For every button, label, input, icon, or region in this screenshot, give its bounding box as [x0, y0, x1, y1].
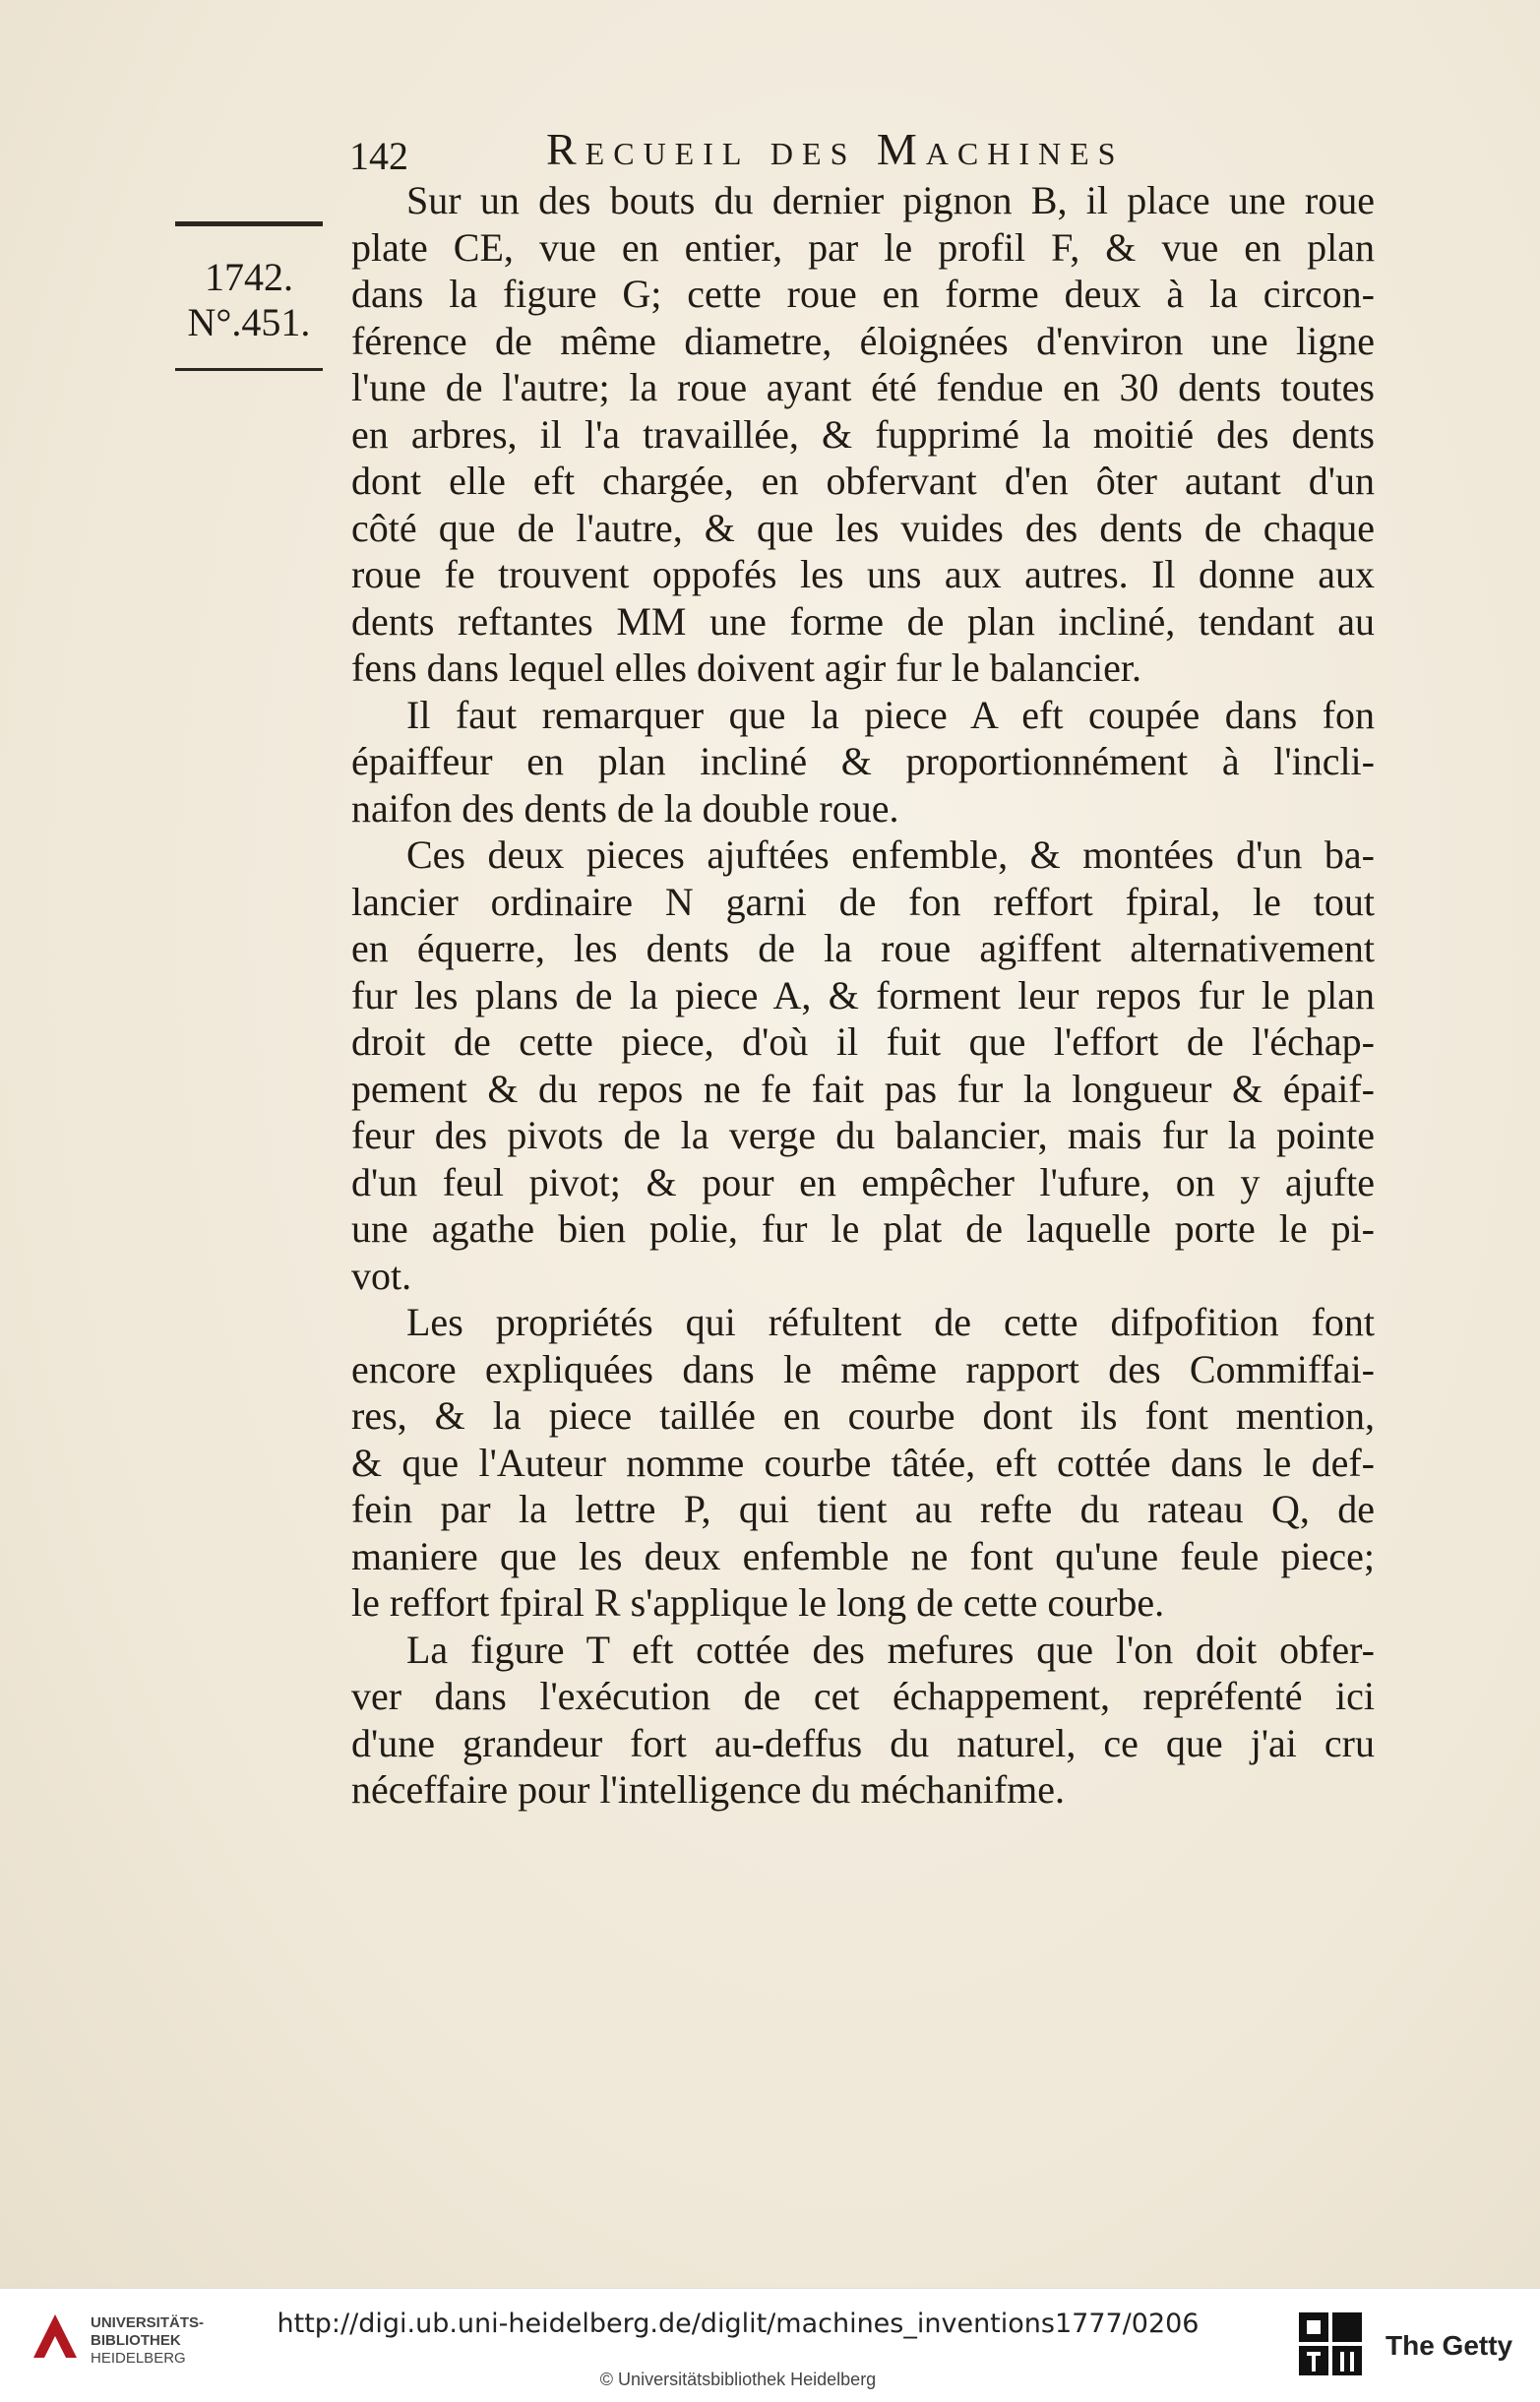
text-line: naifon des dents de la double roue.: [351, 785, 899, 831]
text-line: en arbres, il l'a travaillée, & fupprimé la moitié des dents: [351, 411, 1375, 457]
margin-rule-top: [175, 221, 323, 226]
library-name: [91, 2314, 204, 2368]
text-line: en équerre, les dents de la roue agiffent alternativement: [351, 926, 1375, 970]
text-line: dans la figure G; cette roue en forme deux à la circon-: [351, 272, 1375, 316]
text-line: Sur un des bouts du dernier pignon B, il place une roue: [406, 178, 1375, 222]
margin-year: 1742.: [205, 255, 293, 299]
university-library-logo-icon: [30, 2310, 81, 2362]
page-number: 142: [349, 134, 408, 178]
getty-logo-icon: [1297, 2310, 1364, 2377]
text-line: l'une de l'autre; la roue ayant été fendue en 30 dents toutes: [351, 365, 1375, 409]
text-line: dont elle eft chargée, en obfervant d'en ôter autant d'un: [351, 459, 1375, 503]
text-line: plate CE, vue en entier, par le profil F, & vue en plan: [351, 224, 1375, 270]
text-line: fens dans lequel elles doivent agir fur le balancier.: [351, 646, 1142, 690]
text-line: droit de cette piece, d'où il fuit que l'effort de l'échap-: [351, 1019, 1375, 1064]
text-line: une agathe bien polie, fur le plat de laquelle porte le pi-: [351, 1206, 1375, 1251]
copyright-notice: © Universitätsbibliothek Heidelberg: [599, 2370, 877, 2389]
page-header: [349, 123, 1215, 182]
text-line: & que l'Auteur nomme courbe tâtée, eft cottée dans le def-: [351, 1440, 1375, 1485]
text-line: le reffort fpiral R s'applique le long de cette courbe.: [351, 1580, 1165, 1625]
text-line: néceffaire pour l'intelligence du méchanifme.: [351, 1767, 1066, 1812]
text-line: Ces deux pieces ajuftées enfemble, & montées d'un ba-: [406, 832, 1375, 877]
getty-name: The Getty: [1386, 2330, 1513, 2361]
text-line: res, & la piece taillée en courbe dont ils font mention,: [351, 1393, 1375, 1438]
text-line: dents reftantes MM une forme de plan incliné, tendant au: [351, 598, 1375, 644]
body-text: [351, 177, 1375, 1814]
margin-entry-number: N°.451.: [187, 300, 311, 344]
running-title: Recueil des Machines: [546, 124, 1125, 174]
text-line: feur des pivots de la verge du balancier, mais fur la pointe: [351, 1113, 1375, 1157]
text-line: vot.: [351, 1253, 412, 1298]
text-line: lancier ordinaire N garni de fon reffort fpiral, le tout: [351, 879, 1375, 924]
library-name-line: UNIVERSITÄTS-: [91, 2314, 205, 2331]
text-line: ver dans l'exécution de cet échappement, repréfenté ici: [351, 1674, 1375, 1718]
margin-rule-bottom: [175, 368, 323, 371]
text-line: maniere que les deux enfemble ne font qu'une feule piece;: [351, 1533, 1375, 1578]
text-line: côté que de l'autre, & que les vuides des dents de chaque: [351, 505, 1375, 550]
text-line: pement & du repos ne fe fait pas fur la longueur & épaif-: [351, 1066, 1375, 1111]
text-line: La figure T eft cottée des mefures que l'on doit obfer-: [406, 1627, 1375, 1672]
text-line: férence de même diametre, éloignées d'environ une ligne: [351, 318, 1375, 363]
text-line: roue fe trouvent oppofés les uns aux autres. Il donne aux: [351, 552, 1375, 596]
library-name-line: HEIDELBERG: [91, 2350, 186, 2367]
text-line: Les propriétés qui réfultent de cette difpofition font: [406, 1300, 1375, 1344]
text-line: d'une grandeur fort au-deffus du naturel, ce que j'ai cru: [351, 1720, 1375, 1765]
text-line: d'un feul pivot; & pour en empêcher l'ufure, on y ajufte: [351, 1159, 1375, 1204]
text-line: épaiffeur en plan incliné & proportionnément à l'incli-: [351, 739, 1375, 783]
margin-note: [175, 221, 323, 371]
text-line: fur les plans de la piece A, & forment leur repos fur le plan: [351, 972, 1375, 1017]
text-line: fein par la lettre P, qui tient au refte du rateau Q, de: [351, 1487, 1375, 1531]
text-line: Il faut remarquer que la piece A eft coupée dans fon: [406, 692, 1375, 737]
permalink-url[interactable]: http://digi.ub.uni-heidelberg.de/diglit/machines_inventions1777/0206: [277, 2309, 1200, 2339]
viewer-footer: [0, 2288, 1540, 2402]
text-line: encore expliquées dans le même rapport des Commiffai-: [351, 1346, 1375, 1391]
library-name-line: BIBLIOTHEK: [91, 2332, 181, 2349]
